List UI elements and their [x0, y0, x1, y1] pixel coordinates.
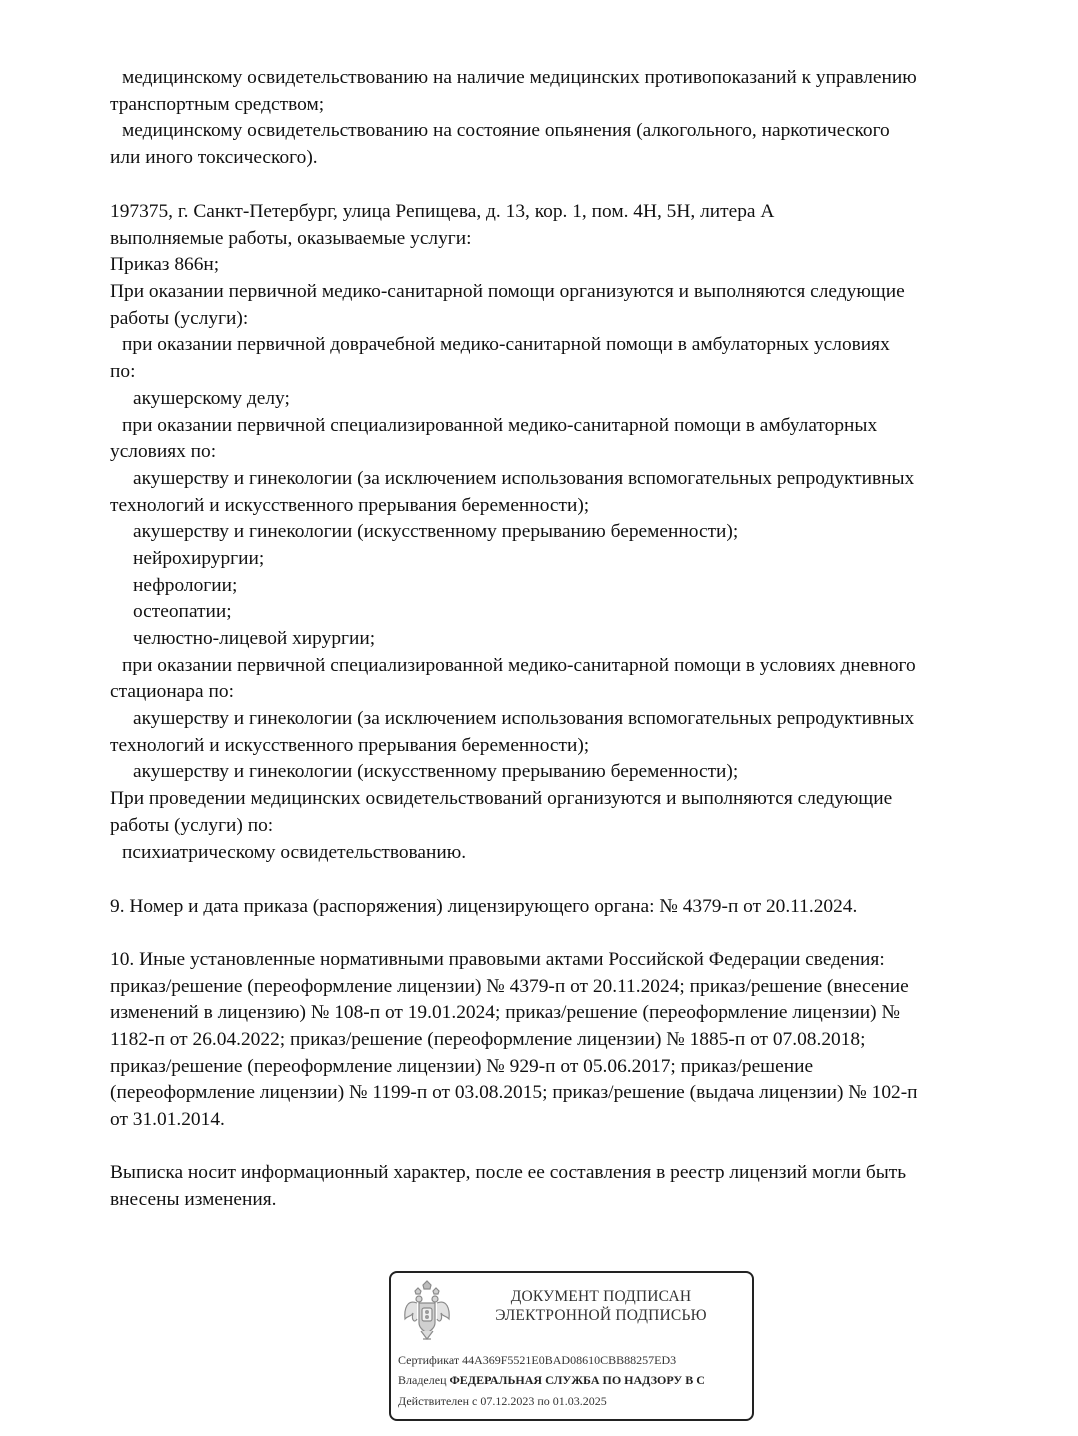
list-line: стационара по: — [110, 681, 234, 703]
section-10 — [110, 947, 1040, 1134]
validity-line — [398, 1394, 607, 1409]
section-10-line: приказ/решение (переоформление лицензии) № 929-п от 05.06.2017; приказ/решение — [110, 1055, 814, 1077]
russian-coat-of-arms-icon — [401, 1279, 453, 1345]
stamp-title — [471, 1287, 731, 1325]
list-line: челюстно-лицевой хирургии; — [133, 628, 376, 649]
electronic-signature-stamp — [389, 1271, 754, 1421]
validity-label: Действителен — [398, 1394, 470, 1408]
disclaimer — [110, 1160, 1040, 1213]
top-list-block — [110, 65, 1040, 172]
address-line: 197375, г. Санкт-Петербург, улица Репищева, д. 13, кор. 1, пом. 4Н, 5Н, литера А — [110, 201, 775, 222]
address-services-block — [110, 199, 1040, 866]
section-10-line: изменений в лицензию) № 108-п от 19.01.2024; приказ/решение (переоформление лицензии) № — [110, 1002, 900, 1024]
list-line: транспортным средством; — [110, 93, 325, 115]
section-10-line: (переоформление лицензии) № 1199-п от 03.08.2015; приказ/решение (выдача лицензии) № 102-п — [110, 1082, 918, 1104]
owner-label: Владелец — [398, 1373, 447, 1387]
list-line: остеопатии; — [133, 601, 232, 623]
section-10-line: от 31.01.2014. — [110, 1109, 225, 1131]
certificate-line — [398, 1353, 676, 1368]
list-line: медицинскому освидетельствованию на состояние опьянения (алкогольного, наркотического — [122, 120, 890, 142]
list-line: технологий и искусственного прерывания беременности); — [110, 734, 590, 756]
list-line: по: — [110, 361, 136, 383]
list-line: медицинскому освидетельствованию на наличие медицинских противопоказаний к управлению — [122, 67, 917, 88]
validity-value: с 07.12.2023 по 01.03.2025 — [472, 1394, 607, 1408]
section-10-line: 1182-п от 26.04.2022; приказ/решение (переоформление лицензии) № 1885-п от 07.08.2018; — [110, 1029, 866, 1051]
section-10-heading: 10. Иные установленные нормативными правовыми актами Российской Федерации сведения: — [110, 949, 885, 970]
list-line: при оказании первичной доврачебной медико-санитарной помощи в амбулаторных условиях — [122, 334, 890, 356]
order-number-line: 9. Номер и дата приказа (распоряжения) лицензирующего органа: № 4379-п от 20.11.2024. — [110, 896, 858, 917]
certificate-label: Сертификат — [398, 1353, 460, 1367]
owner-line — [398, 1373, 705, 1388]
list-line: условиях по: — [110, 441, 217, 463]
list-line: при оказании первичной специализированной медико-санитарной помощи в амбулаторных — [122, 414, 878, 436]
list-line: работы (услуги): — [110, 307, 249, 329]
stamp-title-line-1: ДОКУМЕНТ ПОДПИСАН — [510, 1288, 692, 1305]
section-9 — [110, 894, 1040, 921]
section-10-line: приказ/решение (переоформление лицензии) № 4379-п от 20.11.2024; приказ/решение (внесение — [110, 975, 909, 997]
list-line: нефрологии; — [133, 574, 238, 596]
list-line: При проведении медицинских освидетельствований организуются и выполняются следующие — [110, 788, 893, 810]
list-line: психиатрическому освидетельствованию. — [122, 841, 467, 863]
list-line: акушерству и гинекологии (за исключением использования вспомогательных репродуктивных — [133, 467, 915, 489]
certificate-value: 44A369F5521E0BAD08610CBB88257ED3 — [462, 1353, 677, 1367]
services-heading: выполняемые работы, оказываемые услуги: — [110, 227, 472, 249]
list-line: технологий и искусственного прерывания беременности); — [110, 494, 590, 516]
owner-value: ФЕДЕРАЛЬНАЯ СЛУЖБА ПО НАДЗОРУ В С — [449, 1373, 705, 1387]
list-line: нейрохирургии; — [133, 547, 265, 569]
list-line: акушерству и гинекологии (искусственному прерыванию беременности); — [133, 521, 739, 543]
stamp-title-line-2: ЭЛЕКТРОННОЙ ПОДПИСЬЮ — [495, 1307, 707, 1324]
list-line: или иного токсического). — [110, 147, 318, 169]
disclaimer-line: внесены изменения. — [110, 1188, 277, 1210]
list-line: при оказании первичной специализированной медико-санитарной помощи в условиях дневного — [122, 654, 916, 676]
list-line: акушерскому делу; — [133, 387, 290, 409]
list-line: работы (услуги) по: — [110, 814, 274, 836]
disclaimer-line: Выписка носит информационный характер, после ее составления в реестр лицензий могли быть — [110, 1162, 907, 1183]
list-line: акушерству и гинекологии (искусственному прерыванию беременности); — [133, 761, 739, 783]
list-line: При оказании первичной медико-санитарной помощи организуются и выполняются следующие — [110, 281, 905, 303]
order-reference: Приказ 866н; — [110, 254, 220, 276]
list-line: акушерству и гинекологии (за исключением использования вспомогательных репродуктивных — [133, 708, 915, 730]
